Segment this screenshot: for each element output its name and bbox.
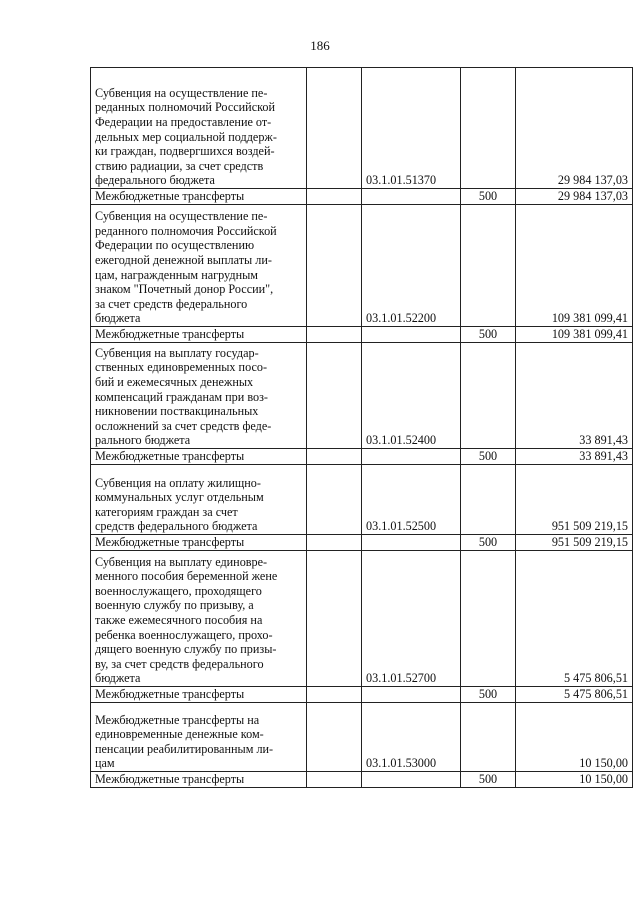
row-amount: 10 150,00 bbox=[516, 772, 633, 788]
row-type: 500 bbox=[461, 772, 516, 788]
row-type bbox=[461, 205, 516, 327]
row-name: Субвенция на выплату государ- ственных единовременных посо- бий и ежемесячных денежных компенсаций гражданам при воз- никновении поствакцинальных осложнений за счет средств феде- рального бюджета bbox=[95, 345, 272, 448]
empty-cell bbox=[307, 449, 362, 465]
page-number: 186 bbox=[310, 38, 330, 53]
row-name: Межбюджетные трансферты bbox=[91, 189, 307, 205]
row-name-cell bbox=[91, 703, 307, 772]
row-code: 03.1.01.52200 bbox=[362, 205, 461, 327]
table-row bbox=[91, 535, 633, 551]
row-amount: 33 891,43 bbox=[516, 343, 633, 449]
row-name-cell bbox=[91, 465, 307, 535]
row-amount: 951 509 219,15 bbox=[516, 465, 633, 535]
row-type bbox=[461, 68, 516, 189]
row-type: 500 bbox=[461, 535, 516, 551]
row-name-cell bbox=[91, 68, 307, 189]
row-amount: 109 381 099,41 bbox=[516, 205, 633, 327]
row-code bbox=[362, 189, 461, 205]
table-row bbox=[91, 703, 633, 772]
row-type bbox=[461, 703, 516, 772]
table-row bbox=[91, 772, 633, 788]
row-type: 500 bbox=[461, 327, 516, 343]
row-type: 500 bbox=[461, 449, 516, 465]
row-name: Субвенция на выплату единовре- менного пособия беременной жене военнослужащего, проходящего военную службу по призыву, а также ежемесячного пособия на ребенка военнослужащего, прохо- дящего военную службу по призы- ву, за счет средств федерального бюджета bbox=[95, 554, 278, 686]
row-name-cell bbox=[91, 343, 307, 449]
table-row bbox=[91, 205, 633, 327]
row-code bbox=[362, 535, 461, 551]
row-type: 500 bbox=[461, 189, 516, 205]
row-name-cell bbox=[91, 551, 307, 687]
row-code bbox=[362, 687, 461, 703]
row-code bbox=[362, 327, 461, 343]
row-code bbox=[362, 772, 461, 788]
row-code: 03.1.01.53000 bbox=[362, 703, 461, 772]
table-row bbox=[91, 343, 633, 449]
row-name-cell bbox=[91, 205, 307, 327]
row-amount: 10 150,00 bbox=[516, 703, 633, 772]
table-row bbox=[91, 449, 633, 465]
row-type bbox=[461, 343, 516, 449]
row-code: 03.1.01.52400 bbox=[362, 343, 461, 449]
table-row bbox=[91, 687, 633, 703]
empty-cell bbox=[307, 189, 362, 205]
row-type bbox=[461, 551, 516, 687]
row-name: Межбюджетные трансферты bbox=[91, 772, 307, 788]
row-name: Субвенция на осуществление пе- реданных полномочий Российской Федерации на предоставление от- дельных мер социальной поддерж- ки граждан, подвергшихся воздей- ствию радиации, за счет средств федерального бюджета bbox=[95, 85, 277, 188]
row-name: Межбюджетные трансферты bbox=[91, 449, 307, 465]
row-name: Межбюджетные трансферты bbox=[91, 687, 307, 703]
row-type bbox=[461, 465, 516, 535]
empty-cell bbox=[307, 327, 362, 343]
empty-cell bbox=[307, 551, 362, 687]
table-row bbox=[91, 189, 633, 205]
row-amount: 951 509 219,15 bbox=[516, 535, 633, 551]
row-name: Межбюджетные трансферты bbox=[91, 535, 307, 551]
row-amount: 29 984 137,03 bbox=[516, 189, 633, 205]
row-amount: 109 381 099,41 bbox=[516, 327, 633, 343]
row-name: Межбюджетные трансферты bbox=[91, 327, 307, 343]
row-code: 03.1.01.52700 bbox=[362, 551, 461, 687]
table-row bbox=[91, 465, 633, 535]
empty-cell bbox=[307, 687, 362, 703]
row-type: 500 bbox=[461, 687, 516, 703]
empty-cell bbox=[307, 535, 362, 551]
row-name: Субвенция на оплату жилищно- коммунальных услуг отдельным категориям граждан за счет средств федерального бюджета bbox=[95, 475, 264, 534]
row-code: 03.1.01.52500 bbox=[362, 465, 461, 535]
row-name: Межбюджетные трансферты на единовременные денежные ком- пенсации реабилитированным ли- цам bbox=[95, 712, 274, 771]
row-amount: 33 891,43 bbox=[516, 449, 633, 465]
empty-cell bbox=[307, 68, 362, 189]
row-amount: 5 475 806,51 bbox=[516, 687, 633, 703]
table-row bbox=[91, 68, 633, 189]
row-name: Субвенция на осуществление пе- реданного полномочия Российской Федерации по осуществлению ежегодной денежной выплаты ли- цам, награжденным нагрудным знаком "Почетный донор России", за счет средств федерального бюджета bbox=[95, 209, 277, 326]
row-amount: 5 475 806,51 bbox=[516, 551, 633, 687]
row-code bbox=[362, 449, 461, 465]
empty-cell bbox=[307, 772, 362, 788]
row-code: 03.1.01.51370 bbox=[362, 68, 461, 189]
row-amount: 29 984 137,03 bbox=[516, 68, 633, 189]
empty-cell bbox=[307, 465, 362, 535]
empty-cell bbox=[307, 343, 362, 449]
budget-table bbox=[90, 67, 633, 788]
table-row bbox=[91, 551, 633, 687]
empty-cell bbox=[307, 205, 362, 327]
table-row bbox=[91, 327, 633, 343]
empty-cell bbox=[307, 703, 362, 772]
